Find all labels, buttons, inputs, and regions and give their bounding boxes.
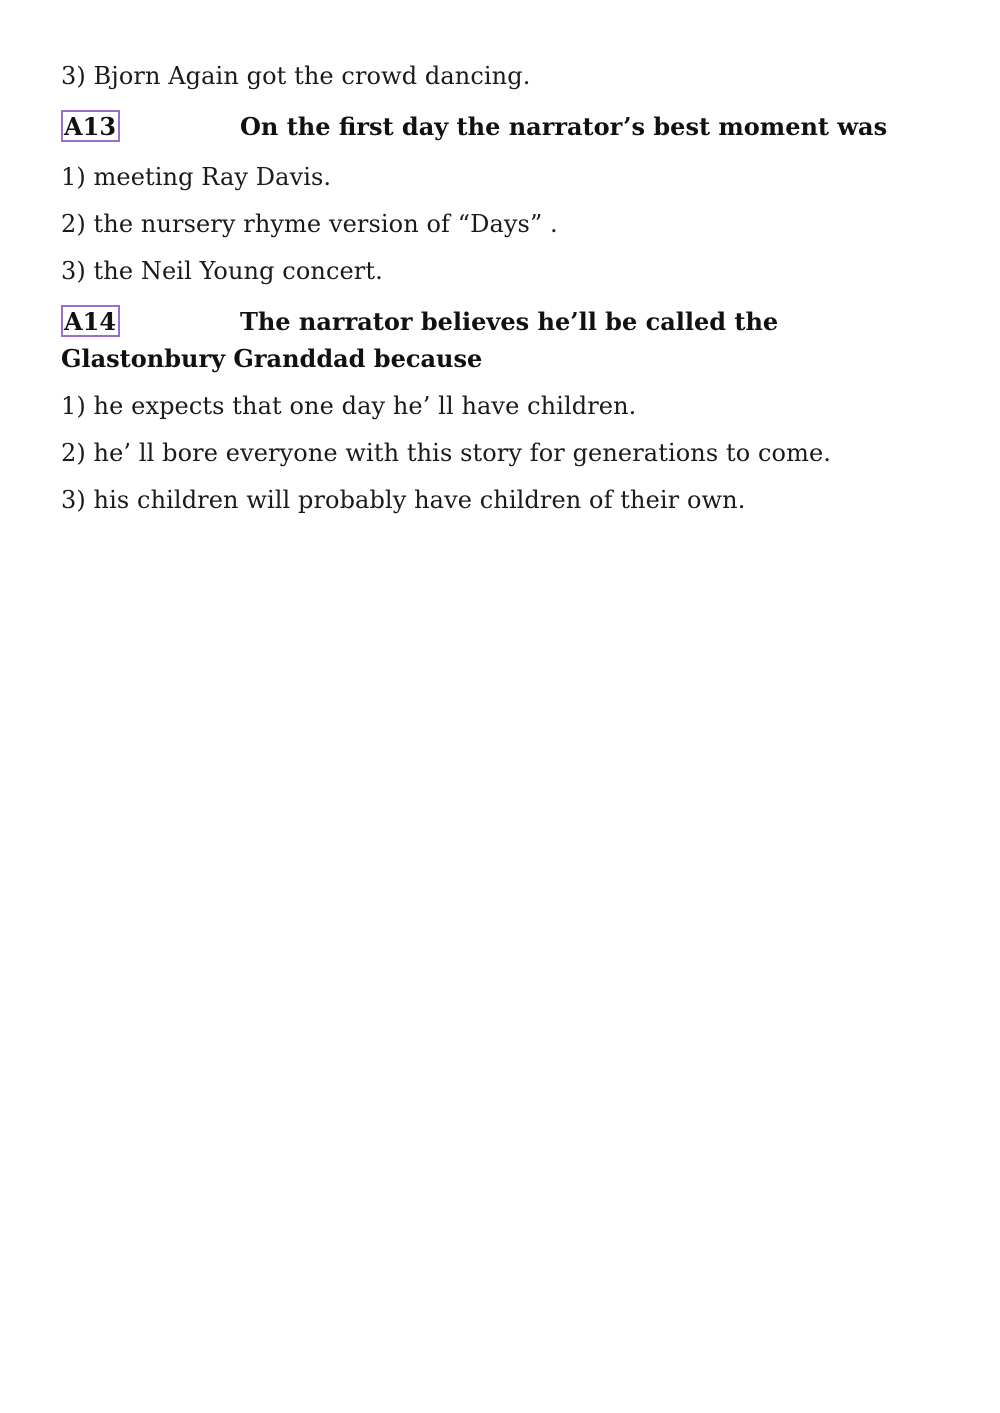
question-prompt: On the first day the narrator’s best moment was xyxy=(240,112,888,141)
question-a13 xyxy=(61,109,888,145)
answer-option: 3) his children will probably have children of their own. xyxy=(61,486,746,514)
answer-option: 1) meeting Ray Davis. xyxy=(61,163,332,191)
answer-option: 3) Bjorn Again got the crowd dancing. xyxy=(61,62,531,90)
question-a14 xyxy=(61,304,779,340)
question-prompt: The narrator believes he’ll be called the xyxy=(240,307,779,336)
question-prompt-continued: Glastonbury Granddad because xyxy=(61,344,483,373)
answer-option: 2) he’ ll bore everyone with this story for generations to come. xyxy=(61,439,831,467)
question-number-badge: A13 xyxy=(61,110,120,142)
answer-option: 3) the Neil Young concert. xyxy=(61,257,383,285)
answer-option: 2) the nursery rhyme version of “Days” . xyxy=(61,210,558,238)
answer-option: 1) he expects that one day he’ ll have children. xyxy=(61,392,637,420)
question-number-badge: A14 xyxy=(61,305,120,337)
